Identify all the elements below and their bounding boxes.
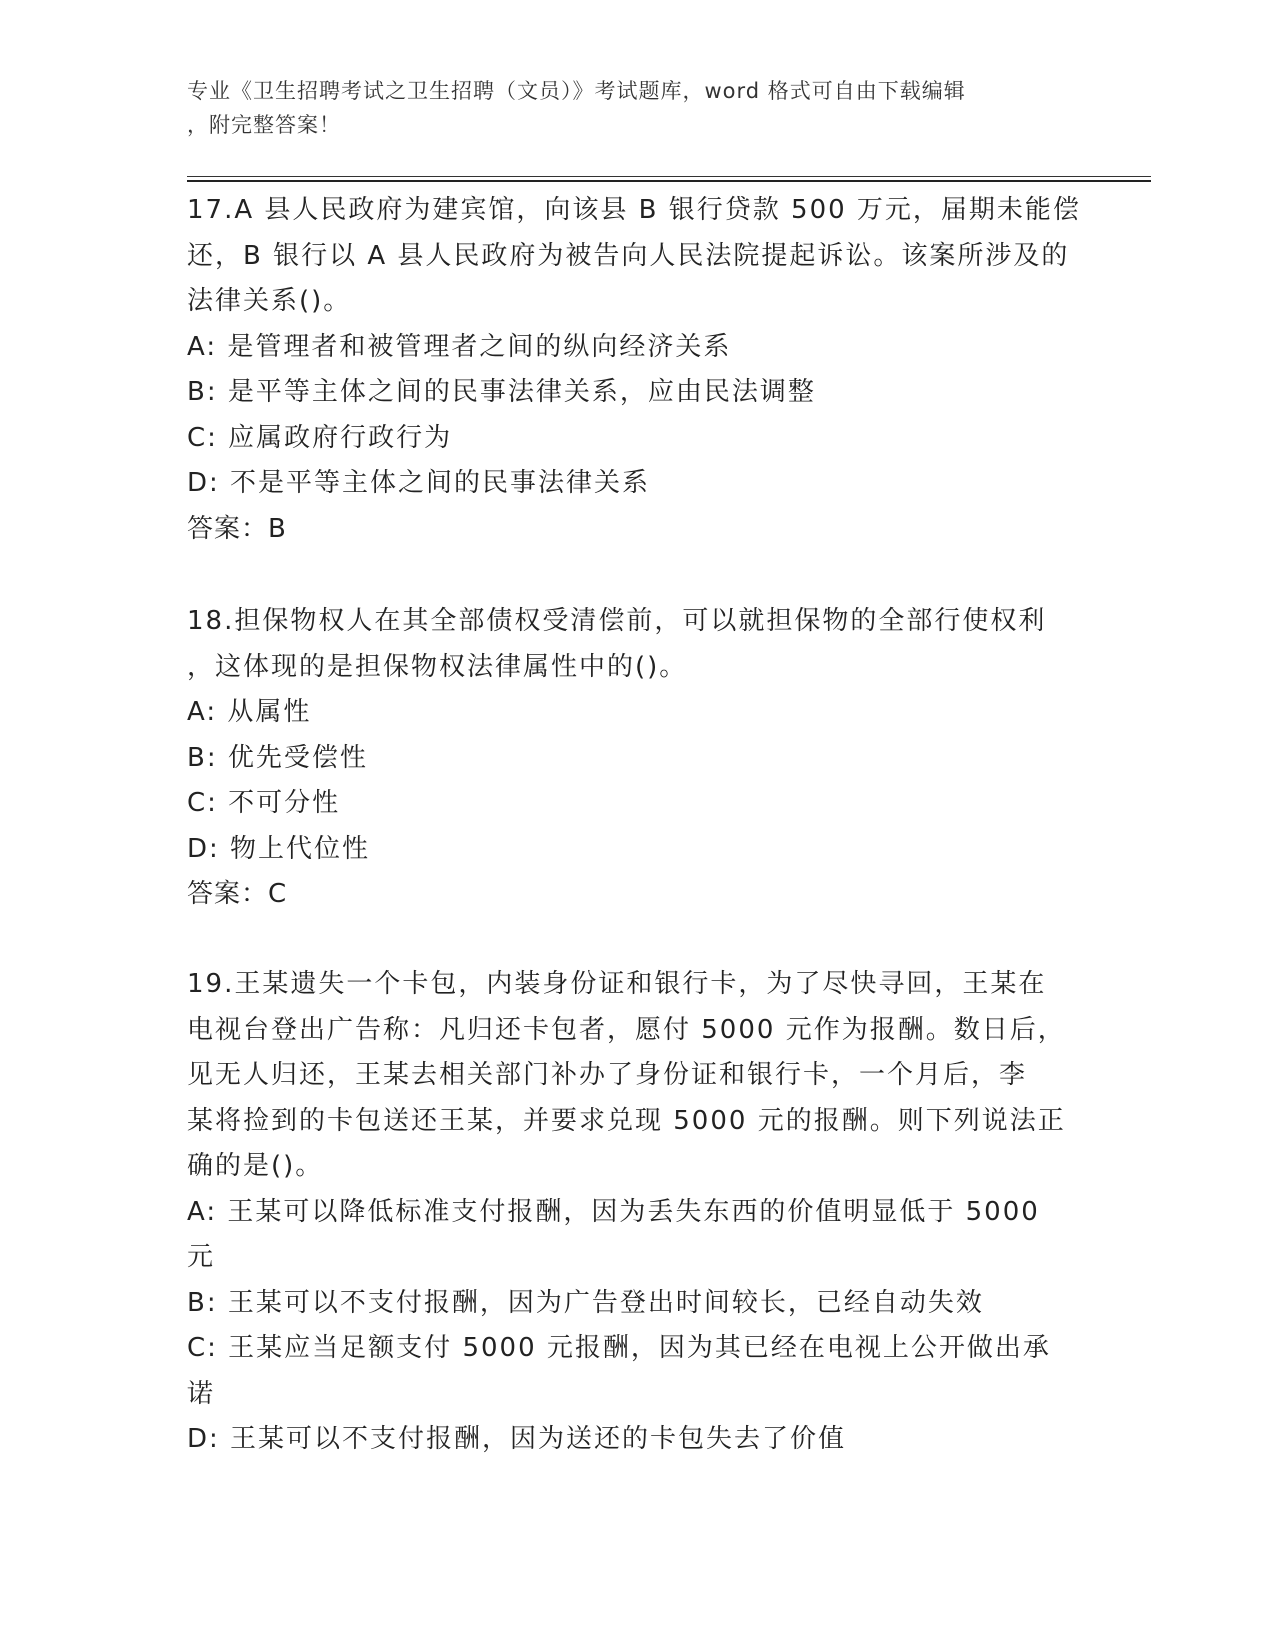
- option-d: D: 王某可以不支付报酬，因为送还的卡包失去了价值: [187, 1424, 847, 1454]
- question-stem-line: 法律关系()。: [187, 286, 352, 316]
- answer: 答案：C: [187, 879, 288, 909]
- option-d: D: 不是平等主体之间的民事法律关系: [187, 468, 651, 498]
- question-17: [187, 188, 1087, 552]
- option-c: C: 应属政府行政行为: [187, 422, 453, 453]
- header-line: ，附完整答案！: [187, 113, 341, 137]
- option-c: C: 不可分性: [187, 788, 341, 818]
- option-b: B: 优先受偿性: [187, 742, 368, 773]
- header-divider-thick: [187, 180, 1151, 182]
- question-stem-line: 某将捡到的卡包送还王某，并要求兑现 5000 元的报酬。则下列说法正: [187, 1105, 1066, 1136]
- question-18: [187, 599, 1087, 918]
- answer: 答案：B: [187, 513, 287, 544]
- header-divider-thin: [187, 176, 1151, 177]
- option-a: A: 从属性: [187, 697, 312, 727]
- option-c: C: 王某应当足额支付 5000 元报酬，因为其已经在电视上公开做出承: [187, 1333, 1051, 1363]
- question-stem-line: 还，B 银行以 A 县人民政府为被告向人民法院提起诉讼。该案所涉及的: [187, 240, 1070, 271]
- option-d: D: 物上代位性: [187, 833, 371, 864]
- option-b: B: 王某可以不支付报酬，因为广告登出时间较长，已经自动失效: [187, 1287, 984, 1318]
- question-stem-line: 见无人归还，王某去相关部门补办了身份证和银行卡，一个月后，李: [187, 1060, 1028, 1090]
- question-stem-line: ，这体现的是担保物权法律属性中的()。: [187, 651, 688, 682]
- question-stem-line: 19.王某遗失一个卡包，内装身份证和银行卡，为了尽快寻回，王某在: [187, 969, 1047, 999]
- option-c-continued: 诺: [187, 1378, 216, 1409]
- option-a-continued: 元: [187, 1242, 216, 1272]
- document-header: [187, 74, 1067, 142]
- question-stem-line: 17.A 县人民政府为建宾馆，向该县 B 银行贷款 500 万元，届期未能偿: [187, 195, 1081, 225]
- option-a: A: 王某可以降低标准支付报酬，因为丢失东西的价值明显低于 5000: [187, 1196, 1040, 1227]
- option-b: B: 是平等主体之间的民事法律关系，应由民法调整: [187, 377, 816, 407]
- header-line: 专业《卫生招聘考试之卫生招聘（文员）》考试题库，word 格式可自由下载编辑: [187, 79, 966, 103]
- question-stem-line: 确的是()。: [187, 1151, 324, 1181]
- question-stem-line: 电视台登出广告称：凡归还卡包者，愿付 5000 元作为报酬。数日后，: [187, 1014, 1066, 1045]
- question-19: [187, 962, 1087, 1463]
- option-a: A: 是管理者和被管理者之间的纵向经济关系: [187, 331, 732, 362]
- question-stem-line: 18.担保物权人在其全部债权受清偿前，可以就担保物的全部行使权利: [187, 606, 1047, 636]
